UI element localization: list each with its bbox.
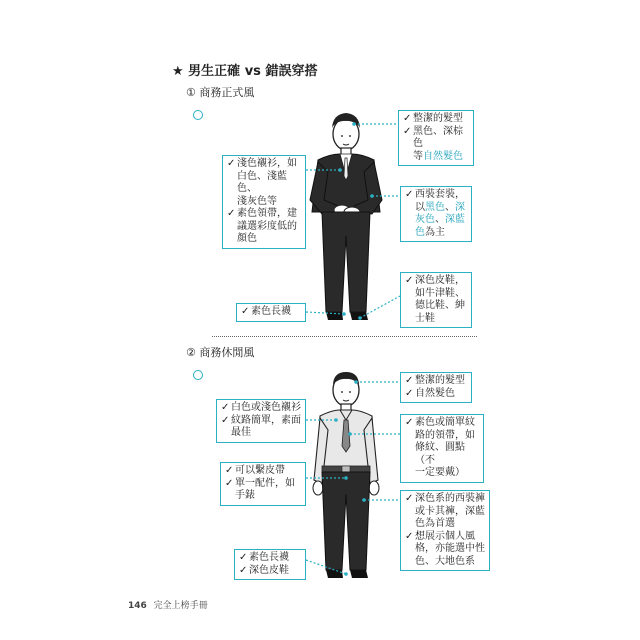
note-box-hair-casual: ✓ 整潔的髮型 ✓ 自然髮色 <box>400 372 472 403</box>
note-box-socks: ✓ 素色長襪 <box>236 303 306 322</box>
note-box-suit: ✓ 西裝套裝， 以 黑色 、 深 灰色 、 深藍 色 為主 <box>400 186 472 242</box>
page-heading: ★ 男生正確 vs 錯誤穿搭 <box>172 64 318 79</box>
section-title-casual: ② 商務休閒風 <box>186 346 255 359</box>
page-footer <box>128 598 208 611</box>
note-box-hair: ✓ 整潔的髮型 ✓ 黑色、深棕色 等 自然髮色 <box>398 110 474 166</box>
section-title-formal: ① 商務正式風 <box>186 86 255 99</box>
page-number: 146 <box>128 601 147 611</box>
book-title: 完全上榜手冊 <box>153 601 208 611</box>
note-box-socks-shoes: ✓ 素色長襪 ✓ 深色皮鞋 <box>234 549 306 580</box>
note-box-shoes: ✓ 深色皮鞋， 如牛津鞋、 德比鞋、紳 士鞋 <box>400 272 472 328</box>
note-box-shirt-casual: ✓ 白色或淺色襯衫 ✓ 紋路簡單，素面 最佳 <box>216 399 306 443</box>
note-box-trousers: ✓ 深色系的西裝褲 或卡其褲，深藍 色為首選 ✓ 想展示個人風 格，亦能選中性 色、大地色系 <box>400 490 490 571</box>
note-box-shirt-tie: ✓ 淺色襯衫，如 白色、淺藍色、 淺灰色等 ✓ 素色領帶，建 議選彩度低的 顏色 <box>222 155 306 249</box>
note-box-belt-accessory: ✓ 可以繫皮帶 ✓ 單一配件，如 手錶 <box>220 462 306 506</box>
note-box-tie-casual: ✓ 素色或簡單紋 路的領帶，如 條紋、圓點（不 一定要戴） <box>400 414 484 483</box>
formal-man-figure <box>310 113 382 320</box>
casual-man-figure <box>313 372 379 578</box>
